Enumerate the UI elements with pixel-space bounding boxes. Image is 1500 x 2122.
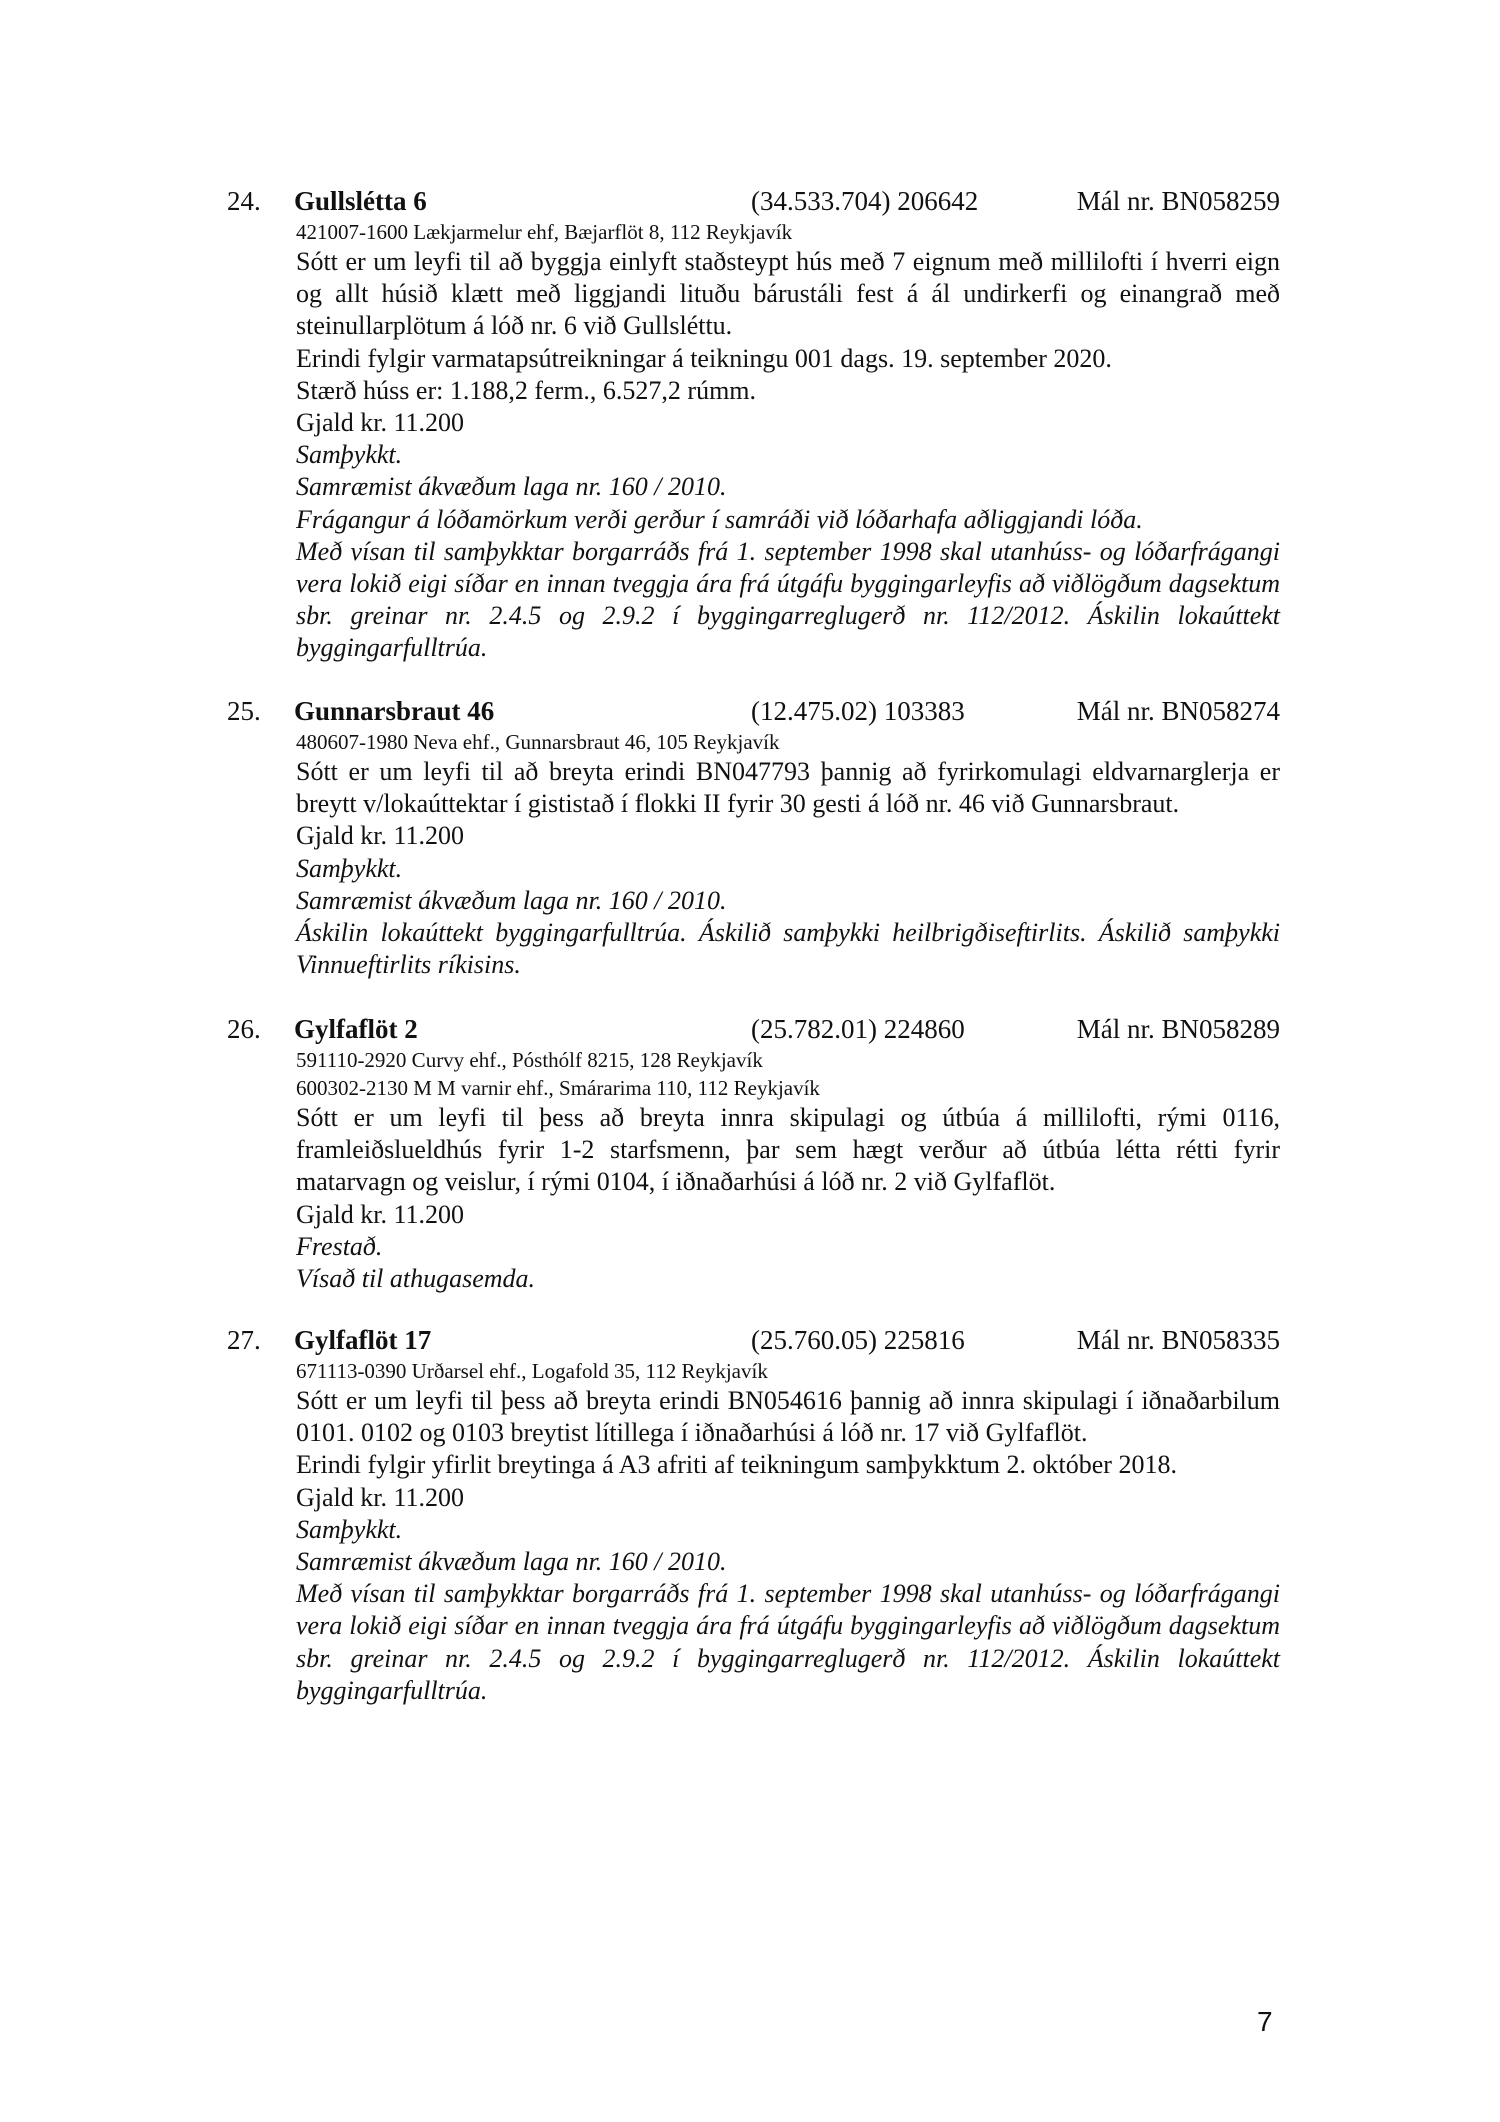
applicant: 421007-1600 Lækjarmelur ehf, Bæjarflöt 8, 112 Reykjavík bbox=[296, 220, 793, 244]
applicant: 600302-2130 M M varnir ehf., Smárarima 110, 112 Reykjavík bbox=[296, 1076, 820, 1100]
property-address: Gullslétta 6 bbox=[294, 186, 427, 216]
note: Erindi fylgir varmatapsútreikningar á teikningu 001 dags. 19. september 2020. bbox=[296, 343, 1112, 373]
property-address: Gylfaflöt 17 bbox=[294, 1325, 432, 1355]
decision-condition: Með vísan til samþykktar borgarráðs frá 1. september 1998 skal utanhúss- og lóðarfrágangi vera lokið eigi síðar en innan tveggja ára frá útgáfu byggingarleyfis að viðlögðum dagsektum sbr. greinar nr. 2.4.5 og 2.9.2 í byggingarreglugerð nr. 112/2012. Áskilin lokaúttekt byggingarfulltrúa. bbox=[296, 1579, 1280, 1705]
description: Sótt er um leyfi til að byggja einlyft staðsteypt hús með 7 eignum með millilofti í hverri eign og allt húsið klætt með liggjandi lituðu bárustáli fest á ál undirkerfi og einangrað með steinullarplötum á lóð nr. 6 við Gullsléttu. bbox=[296, 247, 1280, 341]
decision-line: Samræmist ákvæðum laga nr. 160 / 2010. bbox=[296, 472, 727, 502]
land-reference: (25.782.01) 224860 bbox=[751, 1014, 965, 1044]
entry-header bbox=[227, 694, 1280, 728]
land-reference: (34.533.704) 206642 bbox=[751, 186, 979, 216]
case-entry-26 bbox=[227, 1012, 1280, 1295]
applicant: 671113-0390 Urðarsel ehf., Logafold 35, 112 Reykjavík bbox=[296, 1359, 768, 1383]
entry-body bbox=[296, 1357, 1280, 1707]
entry-header bbox=[227, 1012, 1280, 1046]
decision-status: Frestað. bbox=[296, 1231, 383, 1261]
entry-header bbox=[227, 1323, 1280, 1357]
entry-body bbox=[296, 728, 1280, 981]
land-reference: (12.475.02) 103383 bbox=[751, 696, 965, 726]
note: Stærð húss er: 1.188,2 ferm., 6.527,2 rúmm. bbox=[296, 375, 757, 405]
case-entry-27 bbox=[227, 1323, 1280, 1707]
applicant: 591110-2920 Curvy ehf., Pósthólf 8215, 128 Reykjavík bbox=[296, 1048, 763, 1072]
entry-number: 26. bbox=[227, 1014, 261, 1044]
decision-line: Samræmist ákvæðum laga nr. 160 / 2010. bbox=[296, 1547, 727, 1577]
land-reference: (25.760.05) 225816 bbox=[751, 1325, 965, 1355]
entry-header bbox=[227, 184, 1280, 218]
case-entry-24 bbox=[227, 184, 1280, 665]
applicant: 480607-1980 Neva ehf., Gunnarsbraut 46, 105 Reykjavík bbox=[296, 730, 780, 754]
note: Erindi fylgir yfirlit breytinga á A3 afriti af teikningum samþykktum 2. október 2018. bbox=[296, 1450, 1177, 1480]
fee: Gjald kr. 11.200 bbox=[296, 1199, 465, 1229]
fee: Gjald kr. 11.200 bbox=[296, 408, 465, 438]
property-address: Gunnarsbraut 46 bbox=[294, 696, 495, 726]
decision-line: Frágangur á lóðamörkum verði gerður í samráði við lóðarhafa aðliggjandi lóða. bbox=[296, 504, 1143, 534]
description: Sótt er um leyfi til þess að breyta innra skipulagi og útbúa á millilofti, rými 0116, framleiðslueldhús fyrir 1-2 starfsmenn, þar sem hægt verður að útbúa létta rétti fyrir matarvagn og veislur, í rými 0104, í iðnaðarhúsi á lóð nr. 2 við Gylfaflöt. bbox=[296, 1103, 1280, 1197]
entry-number: 27. bbox=[227, 1325, 261, 1355]
property-address: Gylfaflöt 2 bbox=[294, 1014, 418, 1044]
entry-number: 25. bbox=[227, 696, 261, 726]
decision-line: Vísað til athugasemda. bbox=[296, 1264, 536, 1294]
entry-number: 24. bbox=[227, 186, 261, 216]
case-entry-25 bbox=[227, 694, 1280, 981]
decision-condition: Áskilin lokaúttekt byggingarfulltrúa. Áskilið samþykki heilbrigðiseftirlits. Áskilið samþykki Vinnueftirlits ríkisins. bbox=[296, 918, 1280, 980]
entry-body bbox=[296, 218, 1280, 665]
page-number: 7 bbox=[1257, 2006, 1273, 2037]
decision-condition: Með vísan til samþykktar borgarráðs frá 1. september 1998 skal utanhúss- og lóðarfrágangi vera lokið eigi síðar en innan tveggja ára frá útgáfu byggingarleyfis að viðlögðum dagsektum sbr. greinar nr. 2.4.5 og 2.9.2 í byggingarreglugerð nr. 112/2012. Áskilin lokaúttekt byggingarfulltrúa. bbox=[296, 536, 1280, 663]
entry-body bbox=[296, 1046, 1280, 1295]
decision-status: Samþykkt. bbox=[296, 853, 403, 883]
description: Sótt er um leyfi til að breyta erindi BN047793 þannig að fyrirkomulagi eldvarnarglerja er breytt v/lokaúttektar í gististað í flokki II fyrir 30 gesti á lóð nr. 46 við Gunnarsbraut. bbox=[296, 757, 1280, 819]
decision-line: Samræmist ákvæðum laga nr. 160 / 2010. bbox=[296, 885, 727, 915]
case-number: Mál nr. BN058335 bbox=[1076, 1325, 1280, 1355]
decision-status: Samþykkt. bbox=[296, 440, 403, 470]
fee: Gjald kr. 11.200 bbox=[296, 1482, 465, 1512]
case-number: Mál nr. BN058274 bbox=[1076, 696, 1280, 726]
decision-status: Samþykkt. bbox=[296, 1514, 403, 1544]
case-number: Mál nr. BN058259 bbox=[1076, 186, 1280, 216]
description: Sótt er um leyfi til þess að breyta erindi BN054616 þannig að innra skipulagi í iðnaðarbilum 0101. 0102 og 0103 breytist lítillega í iðnaðarhúsi á lóð nr. 17 við Gylfaflöt. bbox=[296, 1386, 1280, 1448]
fee: Gjald kr. 11.200 bbox=[296, 821, 465, 851]
case-number: Mál nr. BN058289 bbox=[1076, 1014, 1280, 1044]
